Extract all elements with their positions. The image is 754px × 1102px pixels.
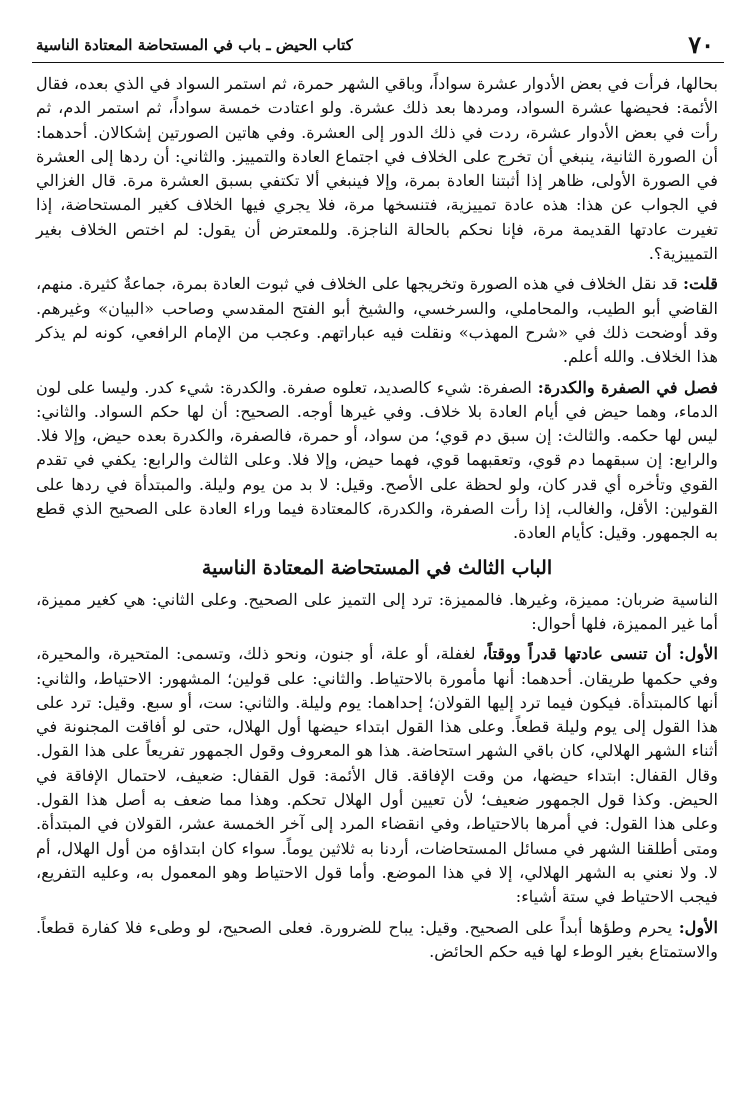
section-heading: فصل في الصفرة والكدرة: (537, 377, 718, 397)
paragraph (36, 72, 718, 266)
page-body (36, 72, 718, 1082)
paragraph-lead: الأول: (678, 917, 718, 937)
page-number: ٧٠ (688, 30, 714, 59)
paragraph-text: الصفرة: شيء كالصديد، تعلوه صفرة. والكدرة: شيء كدر. وليسا على لون الدماء، وهما حيض في أيام العادة بلا خلاف. وفي غيرها أوجه. الصحيح: أن لها حكم السواد. والثاني: ليس لها حكمه. والثالث: إن سبق دم قوي؛ من سواد، أو حمرة، فالصفرة، والكدرة بعده حيض، وإلا فلا. والرابع: إن سبقهما دم قوي، وتعقبهما قوي، فهما حيض، وإلا فلا. وعلى الثالث والرابع: يكفي في تقدم القوي وتأخره أي قدر كان، ولو لحظة على الأصح. وقيل: لا بد من يوم وليلة. والمبتدأة في ردها على القولين: الأقل، والغالب، إذا رأت الصفرة، والكدرة، كالمعتادة فيما وراء العادة على الصحيح الذي قطع به الجمهور. وقيل: كأيام العادة. (36, 377, 718, 543)
paragraph-text: بحالها، فرأت في بعض الأدوار عشرة سواداً، وباقي الشهر حمرة، ثم استمر السواد في الذي بعده، فقال الأئمة: فحيضها عشرة السواد، ومردها بعد ذلك عشرة. ولو اعتادت خمسة سواداً، ثم استمر الدم، ثم رأت في بعض الأدوار عشرة، ردت في ذلك الدور إلى العشرة. وفي هاتين الصورتين إشكالان. أحدهما: أن الصورة الثانية، ينبغي أن تخرج على الخلاف في اجتماع العادة والتمييز. والثاني: أن ردها إلى العشرة في الصورة الأولى، ظاهر إذا أثبتنا العادة بمرة، وإلا فينبغي ألا تكتفي بسبق العشرة مرة. قال الغزالي في الجواب عن هذا: هذه عادة تمييزية، فتنسخها مرة، فلا يجري فيها الخلاف كغير المستحاضة، إذا تغيرت عادتها القديمة مرة، فإنا نحكم بالحالة الناجزة. وللمعترض أن يقول: لم اختص الخلاف بغير التمييزية؟. (36, 74, 718, 264)
paragraph-text: يحرم وطؤها أبداً على الصحيح. وقيل: يباح للضرورة. فعلى الصحيح، لو وطىء فلا كفارة قطعاً. والاستمتاع بغير الوطء لها فيه حكم الحائض. (36, 917, 718, 961)
paragraph-lead: قلت: (683, 274, 718, 294)
paragraph-text: الناسية ضربان: مميزة، وغيرها. فالمميزة: ترد إلى التميز على الصحيح. وعلى الثاني: هي كغير مميزة، أما غير المميزة، فلها أحوال: (36, 589, 718, 633)
page-header (32, 28, 724, 63)
paragraph-text: لغفلة، أو علة، أو جنون، ونحو ذلك، وتسمى: المتحيرة، والمحيرة، وفي حكمها طريقان. أحدهما: أنها مأمورة بالاحتياط. والثاني: على قولين؛ المشهور: الاحتياط، والثاني: أنها كالمبتدأة. فيكون فيما ترد إليها القولان؛ إحداهما: يوم وليلة. والثاني: ست، أو سبع. وقيل: ترد على هذا القول إلى يوم وليلة قطعاً. وعلى هذا القول ابتداء حيضها أول الهلال، حتى لو أفاقت المجنونة في أثناء الشهر الهلالي، كان باقي الشهر استحاضة. هذا هو المعروف وقول الجمهور تفريعاً على هذا القول. وقال القفال: ابتداء حيضها، من وقت الإفاقة. قال الأئمة: قول القفال: ضعيف، لاحتمال الإفاقة في الحيض. وكذا قول الجمهور ضعيف؛ لأن تعيين أول الهلال تحكم. وهذا مما ضعف به أصل هذا القول. وعلى هذا القول: في أمرها بالاحتياط، وفي انقضاء المرد إلى آخر الخمسة عشر، القولان في المبتدأة. ومتى أطلقنا الشهر في مسائل المستحاضات، أردنا به ثلاثين يوماً. سواء كان ابتداؤه من أول الهلال، أم لا. ولا نعني به الشهر الهلالي، إلا في هذا الموضع. وأما قول الاحتياط وهو المعمول به، وعليه التفريع، فيجب الاحتياط في ستة أشياء: (36, 644, 718, 907)
paragraph (36, 642, 718, 909)
paragraph-lead: الأول: أن تنسى عادتها قدراً ووقتاً، (482, 644, 718, 664)
running-title: كتاب الحيض ـ باب في المستحاضة المعتادة الناسية (36, 36, 353, 54)
chapter-title: الباب الثالث في المستحاضة المعتادة الناسية (201, 556, 553, 579)
paragraph-text: قد نقل الخلاف في هذه الصورة وتخريجها على الخلاف في ثبوت العادة بمرة، جماعةٌ كثيرة. منهم، القاضي أبو الطيب، والمحاملي، والسرخسي، والشيخ أبو الفتح المقدسي وصاحب «البيان» وغيرهم. وقد أوضحت ذلك في «شرح المهذب» ونقلت فيه عباراتهم. وعجب من الإمام الرافعي، كونه لم يذكر هذا الخلاف. والله أعلم. (36, 274, 718, 367)
paragraph (36, 376, 718, 546)
paragraph (36, 272, 718, 369)
paragraph (36, 916, 718, 965)
paragraph (36, 588, 718, 637)
